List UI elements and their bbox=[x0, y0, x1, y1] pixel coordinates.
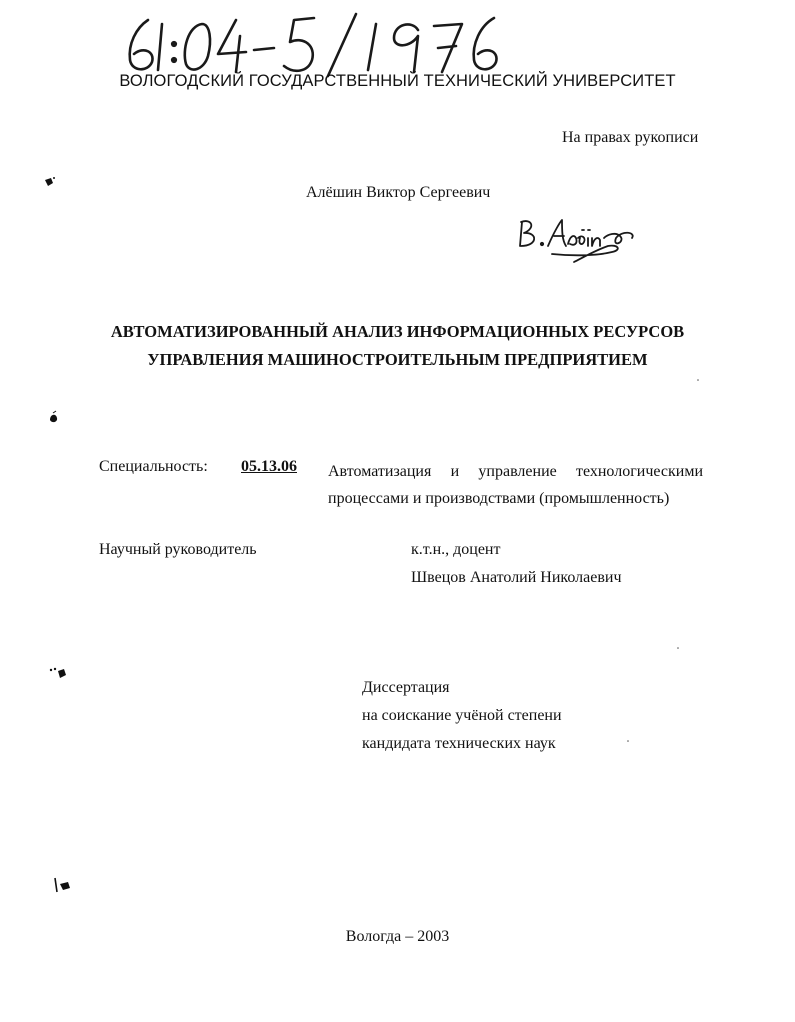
city-year: Вологда – 2003 bbox=[345, 928, 450, 945]
scan-dot-1 bbox=[696, 378, 700, 382]
specialty-description-line-1: Автоматизация и управление технологическими bbox=[328, 463, 703, 480]
supervisor-degree: к.т.н., доцент bbox=[411, 541, 501, 558]
scan-speck-2 bbox=[46, 410, 62, 426]
specialty-label: Специальность: bbox=[99, 458, 208, 475]
title-line-1: АВТОМАТИЗИРОВАННЫЙ АНАЛИЗ ИНФОРМАЦИОННЫХ РЕСУРСОВ bbox=[110, 322, 685, 341]
dissertation-type: Диссертация bbox=[362, 679, 450, 696]
scan-dot-2 bbox=[676, 646, 680, 650]
dissertation-degree: кандидата технических наук bbox=[362, 735, 556, 752]
title-line-2: УПРАВЛЕНИЯ МАШИНОСТРОИТЕЛЬНЫМ ПРЕДПРИЯТИЕМ bbox=[147, 350, 648, 369]
author-name: Алёшин Виктор Сергеевич bbox=[306, 184, 491, 201]
specialty-code: 05.13.06 bbox=[241, 458, 297, 475]
university-name: ВОЛОГОДСКИЙ ГОСУДАРСТВЕННЫЙ ТЕХНИЧЕСКИЙ УНИВЕРСИТЕТ bbox=[119, 72, 676, 90]
specialty-description-line-2: процессами и производствами (промышленность) bbox=[328, 490, 670, 507]
dissertation-purpose: на соискание учёной степени bbox=[362, 707, 562, 724]
scan-speck-4 bbox=[52, 876, 74, 894]
scan-speck-1 bbox=[42, 174, 58, 190]
specialty-description bbox=[328, 458, 703, 512]
scan-dot-3 bbox=[626, 739, 630, 743]
scan-speck-3 bbox=[48, 665, 70, 681]
archive-number-handwritten bbox=[118, 10, 518, 80]
supervisor-label: Научный руководитель bbox=[99, 541, 257, 558]
author-signature bbox=[512, 208, 642, 268]
supervisor-name: Швецов Анатолий Николаевич bbox=[411, 569, 622, 586]
dissertation-title bbox=[0, 318, 795, 374]
rights-note: На правах рукописи bbox=[562, 129, 699, 146]
